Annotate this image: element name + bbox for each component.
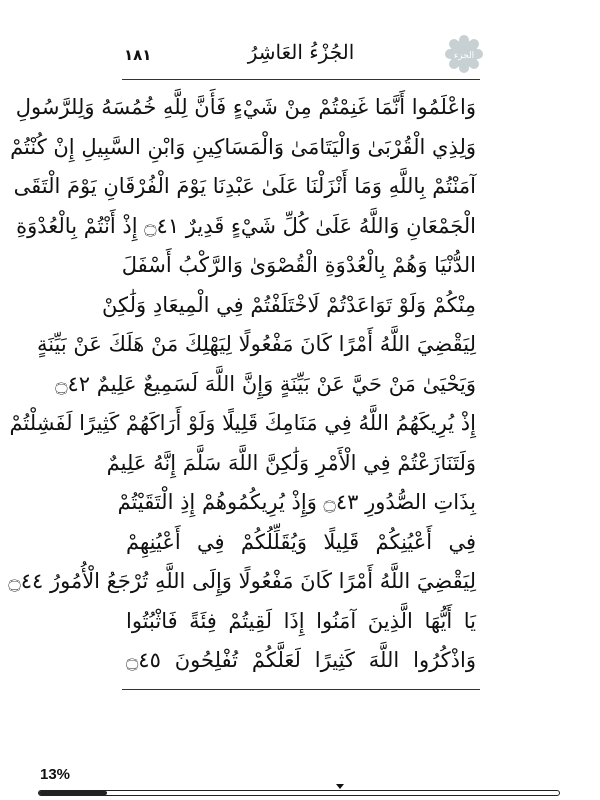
quran-line: آمَنْتُمْ بِاللَّهِ وَمَا أَنْزَلْنَا عَلَىٰ عَبْدِنَا يَوْمَ الْفُرْقَانِ يَوْمَ الْتَقَى: [13, 174, 476, 198]
quran-line: بِذَاتِ الصُّدُورِ ۝٤٣ وَإِذْ يُرِيكُمُوهُمْ إِذِ الْتَقَيْتُمْ: [117, 490, 476, 514]
quran-line: الْجَمْعَانِ وَاللَّهُ عَلَىٰ كُلِّ شَيْءٍ قَدِيرٌ ۝٤١ إِذْ أَنْتُمْ بِالْعُدْوَةِ: [16, 213, 476, 238]
progress-bar[interactable]: [38, 790, 560, 796]
quran-line: لِيَقْضِيَ اللَّهُ أَمْرًا كَانَ مَفْعُولًا لِيَهْلِكَ مَنْ هَلَكَ عَنْ بَيِّنَةٍ: [36, 332, 476, 356]
quran-text-block: [8, 88, 476, 681]
juz-title: الجُزْءُ العَاشِرُ: [247, 40, 355, 64]
quran-line: وَاذْكُرُوا اللَّهَ كَثِيرًا لَعَلَّكُمْ تُفْلِحُونَ ۝٤٥: [126, 648, 476, 672]
juz-badge-icon: [444, 34, 484, 74]
quran-line: وَلَتَنَازَعْتُمْ فِي الْأَمْرِ وَلَٰكِنَّ اللَّهَ سَلَّمَ إِنَّهُ عَلِيمٌ: [106, 450, 476, 475]
footer-divider: [122, 689, 480, 690]
header-divider: [122, 79, 480, 80]
page-number: ١٨١: [124, 46, 152, 64]
quran-line: يَا أَيُّهَا الَّذِينَ آمَنُوا إِذَا لَقِيتُمْ فِئَةً فَاثْبُتُوا: [126, 608, 476, 633]
quran-line: وَلِذِي الْقُرْبَىٰ وَالْيَتَامَىٰ وَالْمَسَاكِينِ وَابْنِ السَّبِيلِ إِنْ كُنْتُمْ: [10, 134, 476, 159]
quran-line: لِيَقْضِيَ اللَّهُ أَمْرًا كَانَ مَفْعُولًا وَإِلَى اللَّهِ تُرْجَعُ الْأُمُورُ ۝٤٤: [8, 569, 476, 593]
quran-line: الدُّنْيَا وَهُمْ بِالْعُدْوَةِ الْقُصْوَىٰ وَالرَّكْبُ أَسْفَلَ: [121, 253, 476, 277]
quran-line: وَاعْلَمُوا أَنَّمَا غَنِمْتُمْ مِنْ شَيْءٍ فَأَنَّ لِلَّهِ خُمُسَهُ وَلِلرَّسُولِ: [15, 95, 476, 119]
quran-line: مِنْكُمْ وَلَوْ تَوَاعَدْتُمْ لَاخْتَلَفْتُمْ فِي الْمِيعَادِ وَلَٰكِنْ: [102, 292, 476, 317]
quran-line: إِذْ يُرِيكَهُمُ اللَّهُ فِي مَنَامِكَ قَلِيلًا وَلَوْ أَرَاكَهُمْ كَثِيرًا لَفَشِلْتُمْ: [9, 411, 476, 435]
juz-badge-label: الجزء: [453, 51, 475, 61]
page-header: [122, 34, 480, 80]
progress-percent: 13%: [40, 766, 71, 783]
quran-line: فِي أَعْيُنِكُمْ قَلِيلًا وَيُقَلِّلُكُمْ فِي أَعْيُنِهِمْ: [126, 529, 476, 554]
progress-marker-icon[interactable]: [336, 784, 344, 789]
quran-line: وَيَحْيَىٰ مَنْ حَيَّ عَنْ بَيِّنَةٍ وَإِنَّ اللَّهَ لَسَمِيعٌ عَلِيمٌ ۝٤٢: [55, 371, 476, 396]
progress-fill: [39, 791, 107, 795]
